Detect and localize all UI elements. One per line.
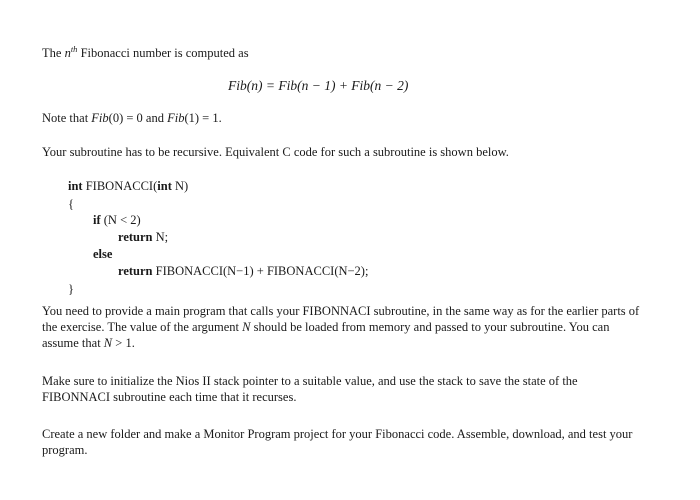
para-main-var-n: N	[242, 320, 251, 334]
intro-line	[42, 45, 249, 61]
code-return-keyword-2: return	[118, 264, 153, 278]
code-return-recursive-line	[118, 263, 368, 279]
para-main-text-1: You need to provide a main program that calls your FIBONNACI subroutine, in the same way as for the earlier parts of the exercise. The value of the argument	[42, 304, 640, 334]
intro-suffix: Fibonacci number is computed as	[77, 46, 249, 60]
note-fib0-rest: (0) = 0 and	[108, 111, 168, 125]
recursive-requirement: Your subroutine has to be recursive. Equivalent C code for such a subroutine is shown below.	[42, 145, 509, 159]
fibonacci-equation: Fib(n) = Fib(n − 1) + Fib(n − 2)	[228, 78, 409, 93]
code-return-expression: FIBONACCI(N−1) + FIBONACCI(N−2);	[152, 264, 369, 278]
code-signature	[68, 178, 188, 194]
intro-n: n	[64, 46, 71, 60]
code-if-line	[93, 212, 141, 228]
code-open-brace: {	[68, 197, 74, 211]
code-int-keyword: int	[68, 179, 83, 193]
note-line	[42, 110, 222, 126]
intro-prefix: The	[42, 46, 65, 60]
code-if-condition: (N < 2)	[100, 213, 141, 227]
code-function-name: FIBONACCI(	[82, 179, 158, 193]
code-int-keyword-param: int	[157, 179, 172, 193]
code-close-brace: }	[68, 282, 74, 296]
code-else-keyword: else	[93, 247, 113, 261]
para-main-text-2: should be loaded from memory and passed to your subroutine. You can assume that	[42, 320, 610, 350]
para-main-var-n-2: N	[103, 336, 113, 350]
paragraph-main-program	[42, 303, 640, 351]
paragraph-create-folder: Create a new folder and make a Monitor Program project for your Fibonacci code. Assemble, download, and test your program.	[42, 427, 633, 457]
note-fib0-name: Fib	[91, 111, 109, 125]
code-return-n-line	[118, 229, 168, 245]
code-return-keyword: return	[118, 230, 153, 244]
note-prefix: Note that	[42, 111, 92, 125]
code-if-keyword: if	[93, 213, 101, 227]
note-fib1-name: Fib	[167, 111, 185, 125]
intro-sup: th	[70, 44, 78, 54]
note-fib1-rest: (1) = 1.	[184, 111, 222, 125]
para-main-text-3: > 1.	[112, 336, 135, 350]
code-return-value: N;	[152, 230, 169, 244]
code-param: N)	[171, 179, 189, 193]
paragraph-stack-pointer: Make sure to initialize the Nios II stack pointer to a suitable value, and use the stack to save the state of the FIBONNACI subroutine each time that it recurses.	[42, 374, 578, 404]
